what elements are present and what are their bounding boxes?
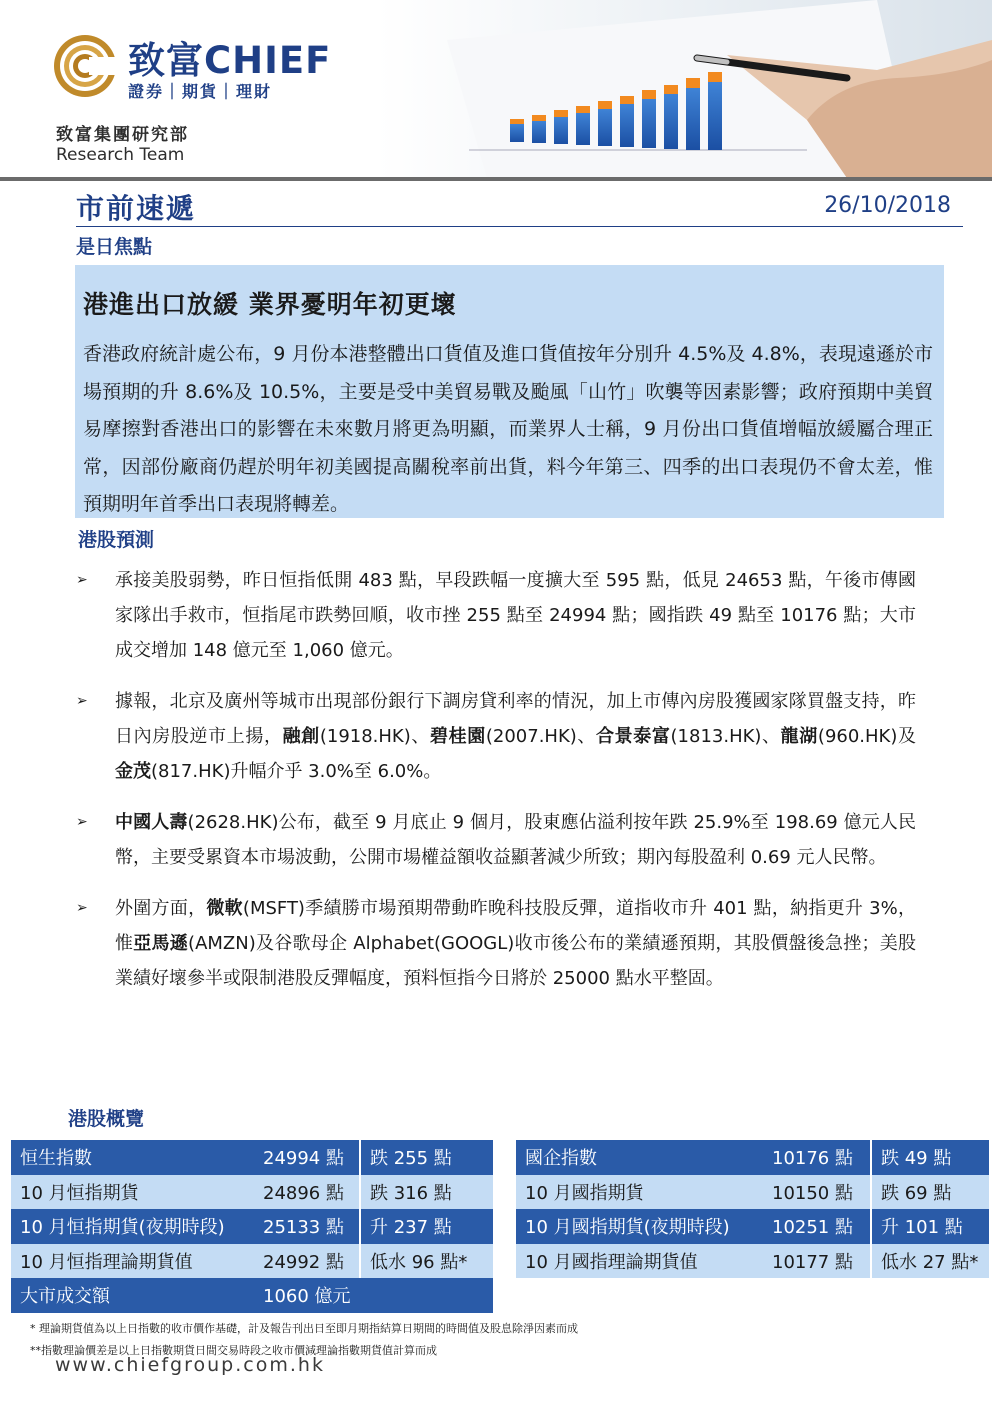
arrow-bullet-icon: ➢ [76,814,88,830]
header-rule [0,177,992,181]
table-cell: 10 月恒指期貨(夜期時段) [11,1209,254,1244]
table-row [516,1140,989,1175]
arrow-bullet-icon: ➢ [76,572,88,588]
section-outlook-heading: 港股預測 [78,529,155,551]
table-cell: 24994 點 [254,1140,359,1175]
list-item [76,891,916,996]
bullet-text: (2628.HK)公布，截至 9 月底止 9 個月，股東應佔溢利按年跌 25.9%至 198.69 億元人民幣，主要受累資本市場波動，公開市場權益額收益顯著減少所致；期內每股盈利 0.69 元人民幣。 [115,812,916,868]
brand-name: 致富CHIEF [128,39,332,82]
section-overview-heading: 港股概覽 [68,1108,145,1130]
table-cell: 10251 點 [763,1209,870,1244]
department-name-en: Research Team [56,145,185,165]
table-row [11,1209,493,1244]
table-cell: 10177 點 [763,1244,870,1279]
bullet-text: 據報，北京及廣州等城市出現部份銀行下調房貸利率的情況，加上市傳內房股獲國家隊買盤支持，昨日內房股逆市上揚， [115,691,916,747]
table-cell: 升 237 點 [359,1209,493,1244]
table-cell: 跌 316 點 [359,1175,493,1210]
report-date: 26/10/2018 [824,193,951,218]
brand-tagline: 證券｜期貨｜理財 [128,82,273,101]
table-cell: 跌 49 點 [870,1140,989,1175]
table-cell: 低水 27 點* [870,1244,989,1279]
table-row [516,1209,989,1244]
table-row [11,1175,493,1210]
table-cell: 24896 點 [254,1175,359,1210]
stock-name: 融創 [282,726,320,747]
chief-logo-icon [52,33,118,99]
table-cell: 恒生指數 [11,1140,254,1175]
list-item [76,563,916,668]
table-row [11,1278,493,1313]
table-cell: 跌 255 點 [359,1140,493,1175]
bullet-text: (817.HK)升幅介乎 3.0%至 6.0%。 [151,761,442,782]
stock-name: 合景泰富 [596,726,671,747]
table-cell: 10176 點 [763,1140,870,1175]
department-name: 致富集團研究部 [56,125,189,145]
outlook-bullet-list [76,563,916,1012]
arrow-bullet-icon: ➢ [76,693,88,709]
footnote-theoretical-value: * 理論期貨值為以上日指數的收市價作基礎，計及報告刊出日至即月期指結算日期間的時間值及股息除淨因素而成 [30,1322,578,1335]
stock-name: 亞馬遜 [133,933,189,954]
stock-name: 微軟 [206,898,243,919]
focus-headline: 港進出口放緩 業界憂明年初更壞 [83,290,457,319]
table-cell: 低水 96 點* [359,1244,493,1279]
table-cell: 24992 點 [254,1244,359,1279]
table-cell: 跌 69 點 [870,1175,989,1210]
stock-name: 龍湖 [780,726,818,747]
bullet-text: (AMZN)及谷歌母企 Alphabet(GOOGL)收市後公布的業績遜預期，其股價盤後急挫；美股業績好壞參半或限制港股反彈幅度，預料恒指今日將於 25000 點水平整固。 [115,933,917,989]
list-item [76,684,916,789]
title-rule [76,226,963,227]
table-row [11,1244,493,1279]
bullet-text: (960.HK)及 [817,726,917,747]
stock-name: 中國人壽 [115,812,188,833]
stock-name: 金茂 [115,761,151,782]
website-link[interactable]: www.chiefgroup.com.hk [55,1354,325,1376]
table-cell: 10 月國指理論期貨值 [516,1244,763,1279]
table-cell: 10 月國指期貨(夜期時段) [516,1209,763,1244]
bullet-text: (1918.HK)、 [319,726,430,747]
bullet-text: (MSFT)季績勝市場預期帶動昨晚科技股反彈，道指收市升 401 點，納指更升 3%，惟 [115,898,917,954]
hsi-overview-table [11,1140,493,1313]
bullet-text: (1813.HK)、 [670,726,781,747]
focus-body: 香港政府統計處公布，9 月份本港整體出口貨值及進口貨值按年分別升 4.5%及 4.8%，表現遠遜於市場預期的升 8.6%及 10.5%，主要是受中美貿易戰及颱風「山竹」吹襲等因素影響；政府預期中美貿易摩擦對香港出口的影響在未來數月將更為明顯，而業界人士稱，9 月份出口貨值增幅放緩屬合理正常，因部份廠商仍趕於明年初美國提高關稅率前出貨，料今年第三、四季的出口表現仍不會太差，惟預期明年首季出口表現將轉差。 [83,343,933,515]
report-title: 市前速遞 [76,192,197,225]
bullet-text: (2007.HK)、 [485,726,597,747]
bullet-text: 外圍方面， [115,898,207,919]
table-cell: 升 101 點 [870,1209,989,1244]
table-cell: 10150 點 [763,1175,870,1210]
section-focus-heading: 是日焦點 [76,236,153,258]
table-cell: 10 月國指期貨 [516,1175,763,1210]
table-cell: 大市成交額 [11,1278,254,1313]
table-row [516,1175,989,1210]
stock-name: 碧桂園 [430,726,486,747]
list-item [76,805,916,875]
footnote-theoretical-spread: **指數理論價差是以上日指數期貨日間交易時段之收市價減理論指數期貨值計算而成 [30,1344,437,1357]
table-cell: 25133 點 [254,1209,359,1244]
table-cell: 10 月恒指理論期貨值 [11,1244,254,1279]
table-row [11,1140,493,1175]
arrow-bullet-icon: ➢ [76,900,88,916]
bullet-text: 承接美股弱勢，昨日恒指低開 483 點，早段跌幅一度擴大至 595 點，低見 24653 點，午後市傳國家隊出手救市，恒指尾市跌勢回順，收市挫 255 點至 24994 點；國指跌 49 點至 10176 點；大市成交增加 148 億元至 1,060 億元。 [115,570,916,661]
header-hero-image [377,0,992,178]
table-cell: 1060 億元 [254,1278,493,1313]
table-row [516,1244,989,1279]
table-cell: 10 月恒指期貨 [11,1175,254,1210]
hscei-overview-table [516,1140,989,1278]
table-cell: 國企指數 [516,1140,763,1175]
